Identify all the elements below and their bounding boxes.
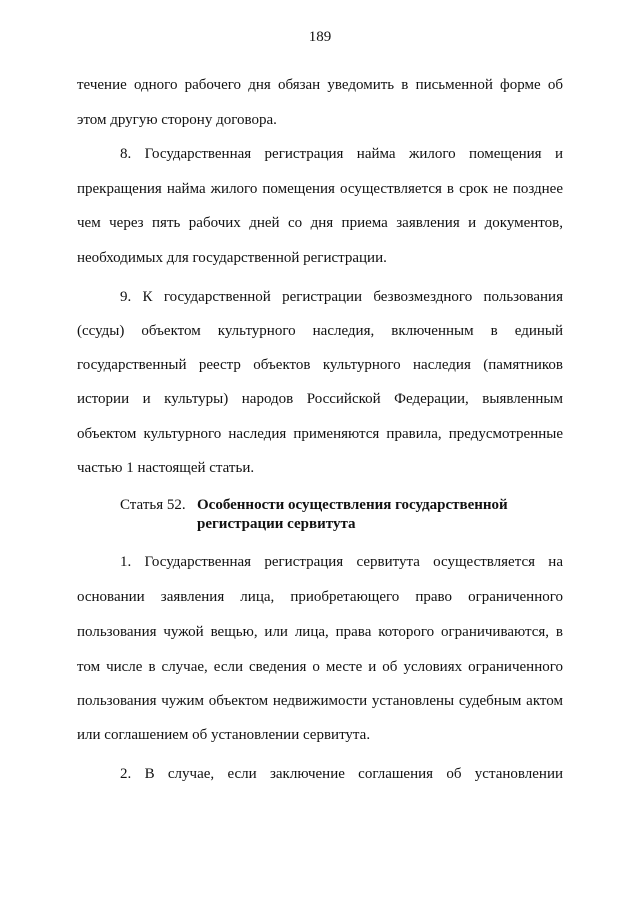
article-paragraph-1-line: 1. Государственная регистрация сервитута осуществляется на [120,554,563,570]
article-paragraph-1-line: основании заявления лица, приобретающего право ограниченного [77,589,563,605]
text-line: этом другую сторону договора. [77,112,277,128]
article-paragraph-1-line: том числе в случае, если сведения о месте и об условиях ограниченного [77,659,563,675]
article-paragraph-1-line: или соглашением об установлении сервитута. [77,727,371,743]
article-title-line: регистрации сервитута [197,516,356,532]
paragraph-9-line: (ссуды) объектом культурного наследия, включенным в единый [77,323,563,339]
page-number: 189 [308,29,332,45]
paragraph-8-line: необходимых для государственной регистрации. [77,250,387,266]
paragraph-9-line: частью 1 настоящей статьи. [77,460,255,476]
paragraph-8-line: прекращения найма жилого помещения осуществляется в срок не позднее [77,181,563,197]
paragraph-8-line: чем через пять рабочих дней со дня приема заявления и документов, [77,215,563,231]
paragraph-9-line: объектом культурного наследия применяются правила, предусмотренные [77,426,563,442]
paragraph-9-line: государственный реестр объектов культурного наследия (памятников [77,357,563,373]
article-paragraph-1-line: пользования чужой вещью, или лица, права которого ограничиваются, в [77,624,563,640]
article-paragraph-2-line: 2. В случае, если заключение соглашения об установлении [120,766,563,782]
paragraph-8-line: 8. Государственная регистрация найма жилого помещения и [120,146,563,162]
article-paragraph-1-line: пользования чужим объектом недвижимости установлены судебным актом [77,693,563,709]
article-title-line: Особенности осуществления государственной [197,497,508,513]
paragraph-9-line: истории и культуры) народов Российской Федерации, выявленным [77,391,563,407]
text-line: течение одного рабочего дня обязан уведомить в письменной форме об [77,77,563,93]
article-label: Статья 52. [120,497,186,513]
paragraph-9-line: 9. К государственной регистрации безвозмездного пользования [120,289,563,305]
